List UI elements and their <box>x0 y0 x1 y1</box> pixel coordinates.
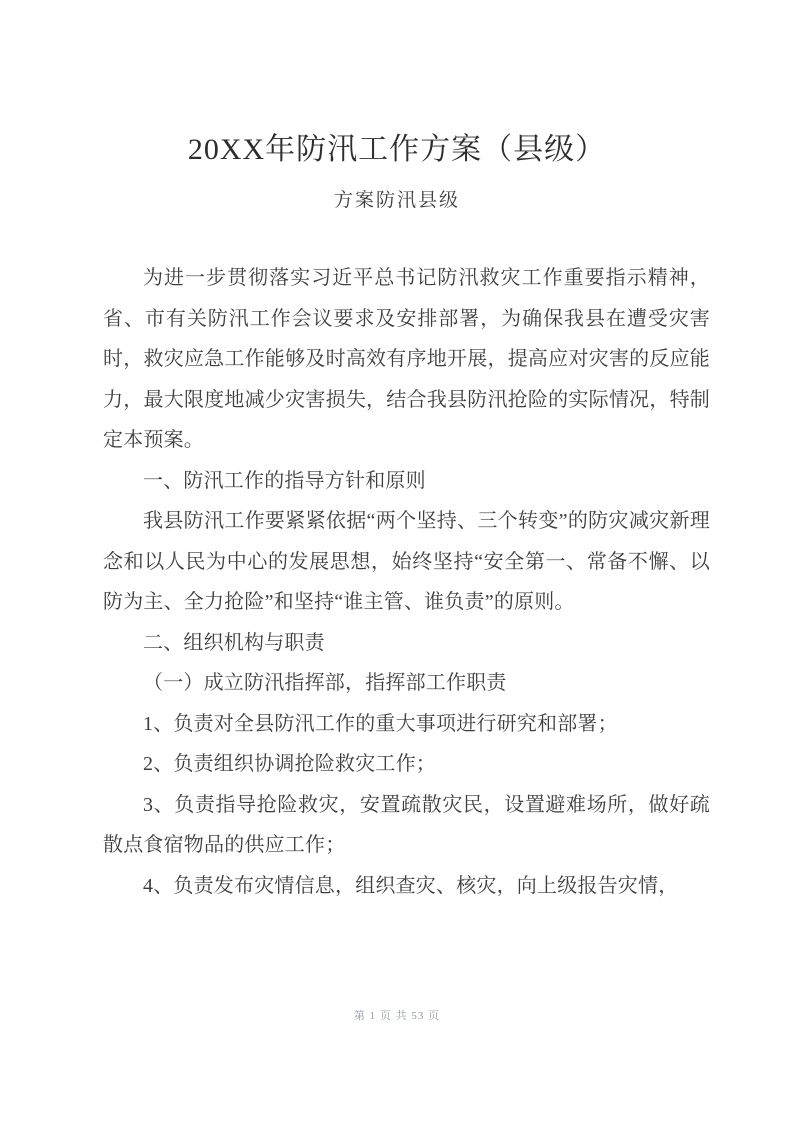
section-heading-1: 一、防汛工作的指导方针和原则 <box>143 469 426 492</box>
duty-item-1: 1、负责对全县防汛工作的重大事项进行研究和部署； <box>143 712 618 735</box>
paragraph-intro: 为进一步贯彻落实习近平总书记防汛救灾工作重要指示精神，省、市有关防汛工作会议要求及安排部署，为确保我县在遭受灾害时，救灾应急工作能够及时高效有序地开展，提高应对灾害的反应能力，最大限度地减少灾害损失，结合我县防汛抢险的实际情况，特制定本预案。 <box>103 267 710 451</box>
duty-item-4: 4、负责发布灾情信息，组织查灾、核灾，向上级报告灾情， <box>143 874 679 897</box>
section-heading-2: 二、组织机构与职责 <box>143 631 325 654</box>
page-number-text: 第 1 页 共 53 页 <box>353 1010 441 1022</box>
duty-item-2: 2、负责组织协调抢险救灾工作； <box>143 753 436 775</box>
page-footer <box>0 1008 794 1024</box>
document-title: 20XX年防汛工作方案（县级） <box>187 133 607 166</box>
paragraph-guiding-principles: 我县防汛工作要紧紧依据“两个坚持、三个转变”的防灾减灾新理念和以人民为中心的发展思想，始终坚持“安全第一、常备不懈、以防为主、全力抢险”和坚持“谁主管、谁负责”的原则。 <box>103 510 710 613</box>
duty-item-3: 3、负责指导抢险救灾，安置疏散灾民，设置避难场所，做好疏散点食宿物品的供应工作； <box>103 793 710 856</box>
document-subtitle: 方案防汛县级 <box>333 190 460 211</box>
subsection-heading-command-post: （一）成立防汛指挥部，指挥部工作职责 <box>143 672 507 694</box>
document-body <box>103 216 710 906</box>
